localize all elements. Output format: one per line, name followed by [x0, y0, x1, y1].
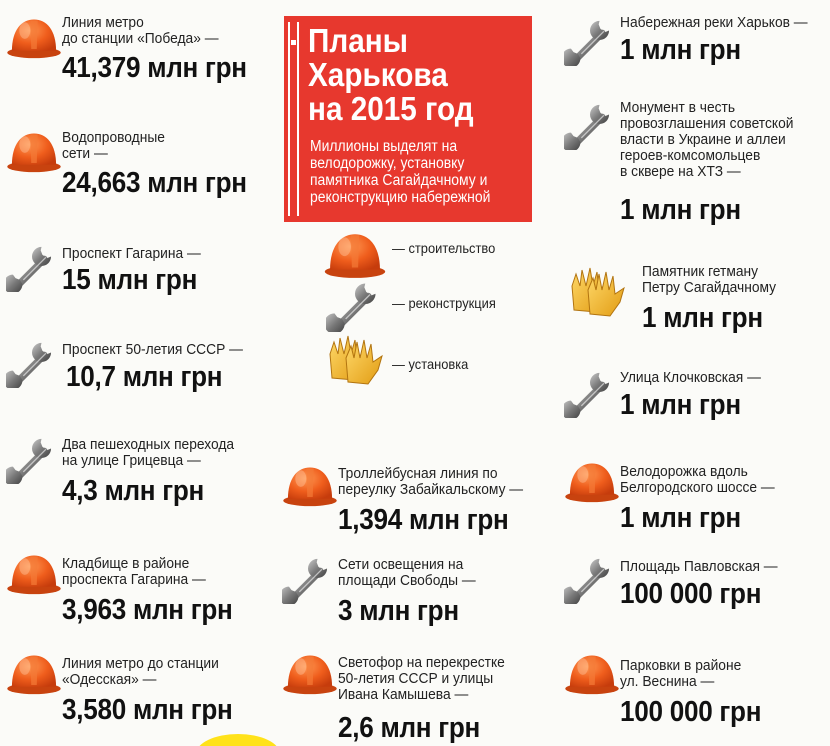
- item-description: Парковки в районе ул. Веснина —: [620, 657, 742, 690]
- wrench-icon: [6, 240, 58, 292]
- hard-hat-icon: [6, 650, 62, 696]
- wrench-icon: [564, 98, 616, 150]
- item-amount: 1 млн грн: [620, 389, 741, 421]
- item-amount: 3,580 млн грн: [62, 694, 233, 726]
- item-amount: 4,3 млн грн: [62, 475, 205, 507]
- item-description: Кладбище в районе проспекта Гагарина —: [62, 555, 206, 588]
- item-amount: 1 млн грн: [642, 302, 763, 334]
- hard-hat-icon: [564, 458, 620, 504]
- item-amount: 100 000 грн: [620, 578, 762, 610]
- item-amount: 1 млн грн: [620, 34, 741, 66]
- decorative-blob: [196, 734, 280, 746]
- title-box-edge: [288, 22, 299, 216]
- item-amount: 10,7 млн грн: [66, 361, 223, 393]
- item-description: Проспект 50-летия СССР —: [62, 341, 243, 358]
- legend-label-reconstruction: — реконструкция: [392, 295, 496, 311]
- hard-hat-icon: [322, 228, 388, 280]
- hard-hat-icon: [564, 650, 620, 696]
- item-description: Светофор на перекрестке 50-летия СССР и улицы Ивана Камышева —: [338, 654, 505, 703]
- wrench-icon: [564, 14, 616, 66]
- item-amount: 1,394 млн грн: [338, 504, 509, 536]
- item-description: Линия метро до станции «Одесская» —: [62, 655, 219, 688]
- wrench-icon: [6, 432, 58, 484]
- item-description: Сети освещения на площади Свободы —: [338, 556, 476, 589]
- hard-hat-icon: [6, 128, 62, 174]
- item-description: Площадь Павловская —: [620, 558, 778, 575]
- item-amount: 3 млн грн: [338, 595, 459, 627]
- item-description: Водопроводные сети —: [62, 129, 165, 162]
- item-description: Монумент в честь провозглашения советской власти в Украине и аллеи героев-комсомольцев в сквере на ХТЗ —: [620, 99, 794, 180]
- item-description: Велодорожка вдоль Белгородского шоссе —: [620, 463, 775, 496]
- wrench-icon: [6, 336, 58, 388]
- hard-hat-icon: [6, 14, 62, 60]
- item-description: Проспект Гагарина —: [62, 245, 201, 262]
- item-description: Набережная реки Харьков —: [620, 14, 808, 31]
- wrench-icon: [326, 276, 384, 332]
- item-amount: 2,6 млн грн: [338, 712, 481, 744]
- item-description: Два пешеходных перехода на улице Грицевца —: [62, 436, 235, 469]
- wrench-icon: [282, 552, 334, 604]
- wrench-icon: [564, 552, 616, 604]
- item-description: Улица Клочковская —: [620, 369, 761, 386]
- hard-hat-icon: [6, 550, 62, 596]
- item-amount: 24,663 млн грн: [62, 167, 247, 199]
- title-box-marker: [291, 40, 296, 45]
- hard-hat-icon: [282, 650, 338, 696]
- item-amount: 41,379 млн грн: [62, 52, 247, 84]
- item-amount: 3,963 млн грн: [62, 594, 233, 626]
- item-description: Линия метро до станции «Победа» —: [62, 14, 219, 47]
- gloves-icon: [322, 330, 390, 386]
- wrench-icon: [564, 366, 616, 418]
- hard-hat-icon: [282, 462, 338, 508]
- item-description: Памятник гетману Петру Сагайдачному: [642, 263, 777, 296]
- item-description: Троллейбусная линия по переулку Забайкальскому —: [338, 465, 524, 498]
- item-amount: 15 млн грн: [62, 264, 198, 296]
- page-title: Планы Харькова на 2015 год: [308, 22, 474, 127]
- item-amount: 1 млн грн: [620, 502, 741, 534]
- legend-label-construction: — строительство: [392, 240, 496, 256]
- item-amount: 1 млн грн: [620, 194, 741, 226]
- title-box: [284, 16, 532, 222]
- page-subtitle: Миллионы выделят на велодорожку, установку памятника Сагайдачному и реконструкцию набережной: [310, 138, 491, 206]
- legend-label-installation: — установка: [392, 356, 469, 372]
- item-amount: 100 000 грн: [620, 696, 762, 728]
- gloves-icon: [564, 262, 632, 318]
